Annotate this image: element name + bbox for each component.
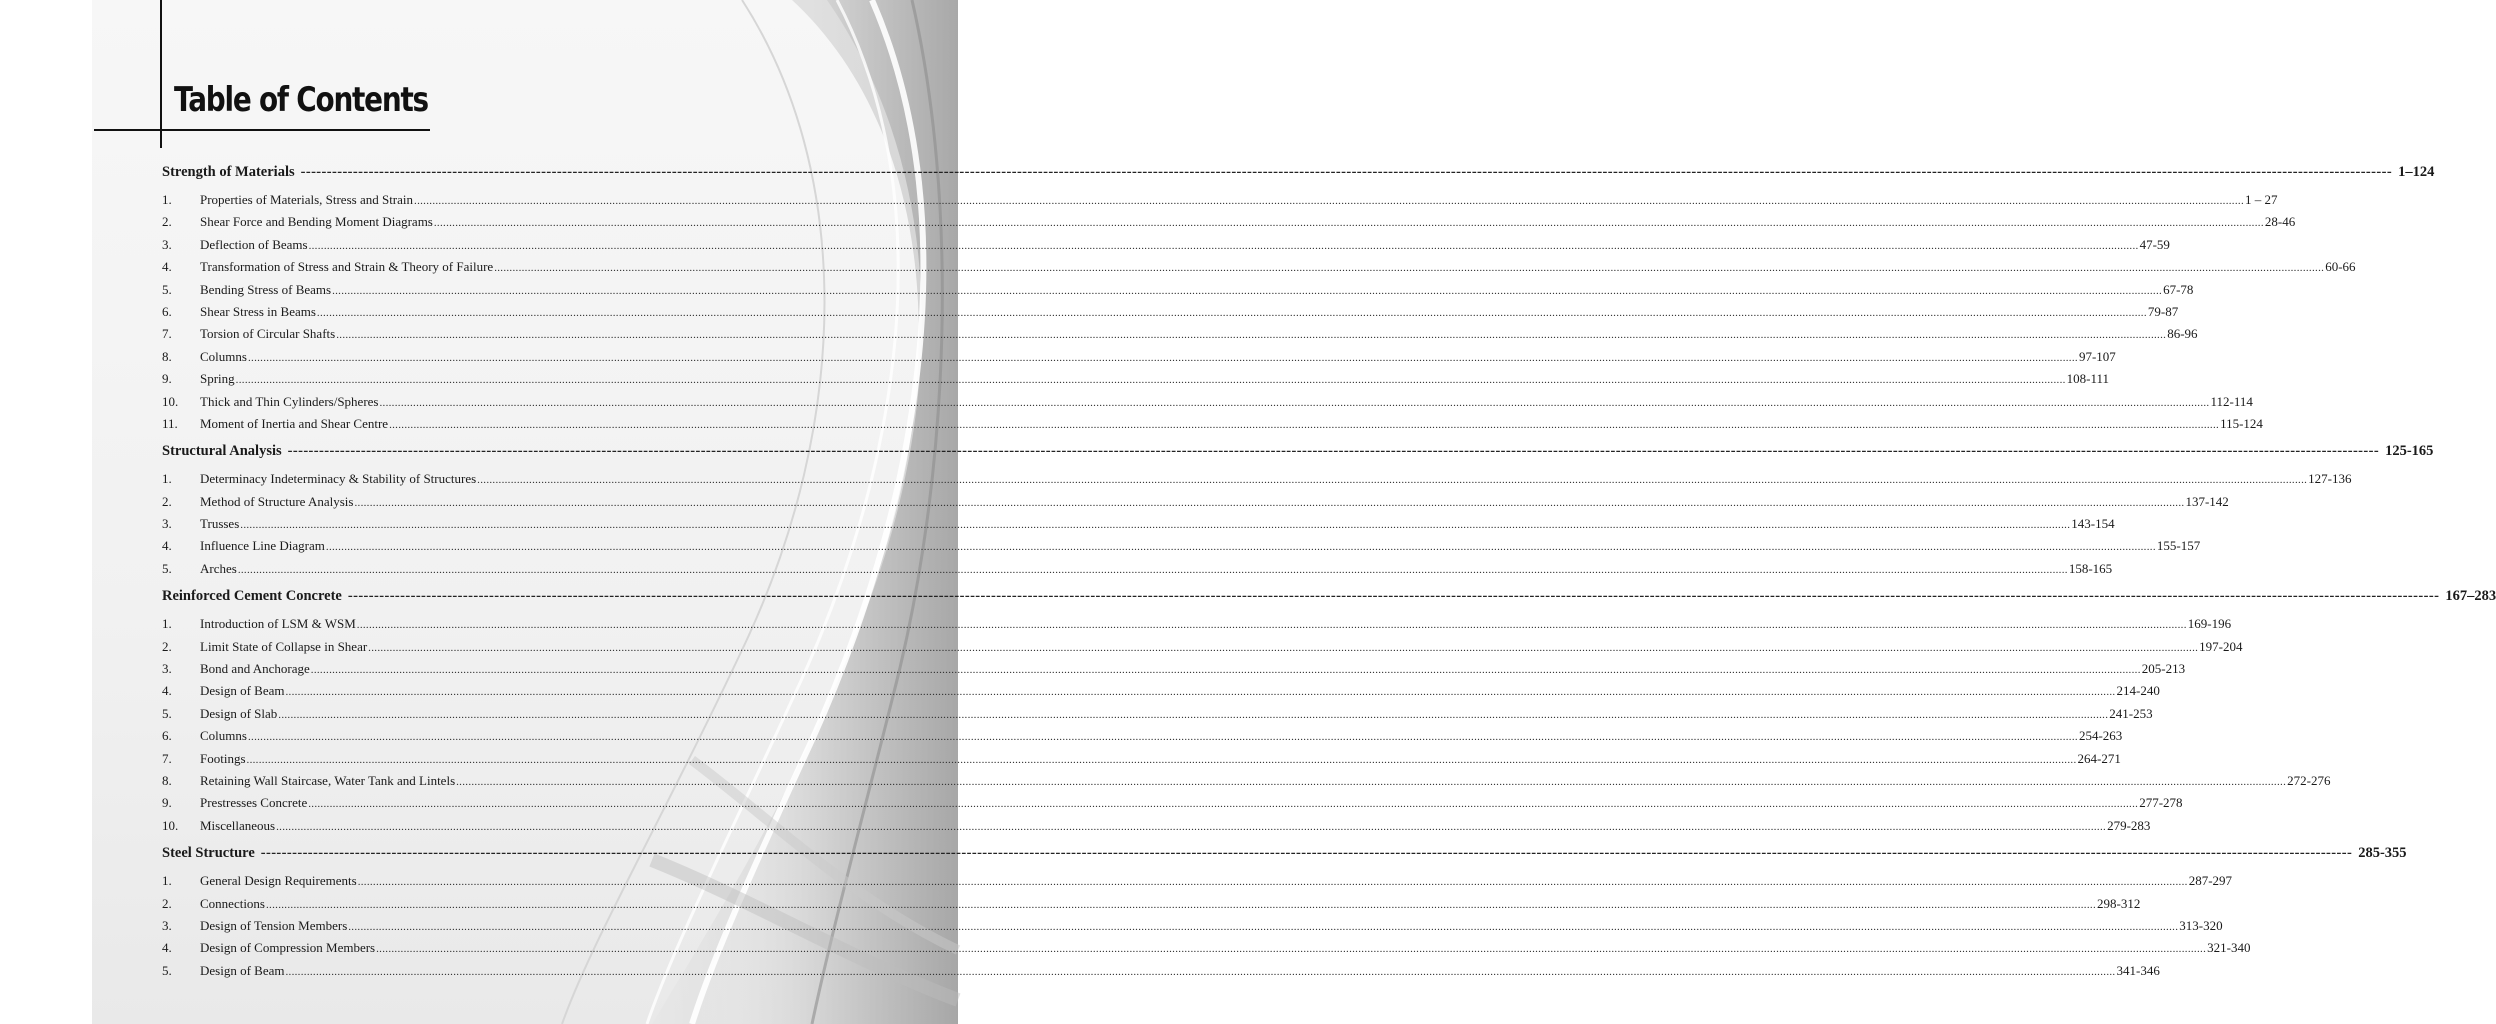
entry-pages: 254-263 — [2078, 728, 2123, 744]
section-page-range: 285-355 — [2358, 845, 2407, 862]
toc-entry[interactable] — [162, 256, 2356, 278]
dot-leader: ........................................................................................................................................................................................................................................................................................................................................................................................................................................................................................................................................................................................................................ — [237, 563, 2068, 576]
entry-number: 3. — [162, 236, 172, 252]
entry-number: 9. — [162, 371, 172, 387]
toc-entry[interactable] — [162, 535, 2201, 557]
entry-number: 1. — [162, 192, 172, 207]
entry-number: 2. — [162, 638, 172, 654]
entry-pages: 158-165 — [2068, 560, 2113, 576]
toc-entry[interactable] — [162, 703, 2153, 725]
toc-section — [162, 841, 2407, 982]
entry-pages: 197-204 — [2199, 638, 2243, 654]
dot-leader: ........................................................................................................................................................................................................................................................................................................................................................................................................................................................................................................................................................................................................................ — [414, 195, 2245, 207]
entry-number: 2. — [162, 214, 172, 230]
entry-number: 10. — [162, 393, 179, 409]
dot-leader: ........................................................................................................................................................................................................................................................................................................................................................................................................................................................................................................................................................................................................................ — [354, 496, 2185, 509]
entry-title: Design of Tension Members — [200, 917, 348, 933]
entry-title: Method of Structure Analysis — [200, 493, 354, 509]
entry-pages: 86-96 — [2167, 326, 2198, 342]
dash-leader: ---------------------------------------------------------------------------------------------------------------------------------------------------------------------------------------------------------------------------------------------------------------------------------------------------------------------------------------------------------------------------------------------------------------- — [260, 845, 2353, 862]
dot-leader: ........................................................................................................................................................................................................................................................................................................................................................................................................................................................................................................................................................................................................................ — [379, 396, 2210, 409]
toc-entry[interactable] — [162, 558, 2113, 580]
entry-pages: 155-157 — [2156, 538, 2201, 554]
dash-leader: ---------------------------------------------------------------------------------------------------------------------------------------------------------------------------------------------------------------------------------------------------------------------------------------------------------------------------------------------------------------------------------------------------------------- — [347, 588, 2440, 605]
entry-pages: 241-253 — [2109, 705, 2153, 721]
dot-leader: ........................................................................................................................................................................................................................................................................................................................................................................................................................................................................................................................................................................................................................ — [278, 708, 2109, 721]
section-title: Reinforced Cement Concrete — [162, 588, 342, 605]
dot-leader: ........................................................................................................................................................................................................................................................................................................................................................................................................................................................................................................................................................................................................................ — [266, 898, 2096, 911]
toc-entry[interactable] — [162, 915, 2223, 937]
section-page-range: 1–124 — [2398, 164, 2435, 180]
dot-leader: ........................................................................................................................................................................................................................................................................................................................................................................................................................................................................................................................................................................................................................ — [240, 519, 2071, 532]
entry-pages: 214-240 — [2116, 683, 2160, 699]
toc-entry[interactable] — [162, 613, 2232, 635]
entry-pages: 79-87 — [2147, 303, 2179, 319]
entry-title: Torsion of Circular Shafts — [200, 326, 336, 342]
entry-number: 3. — [162, 917, 172, 933]
toc-entry[interactable] — [162, 301, 2179, 323]
entry-title: Miscellaneous — [200, 817, 276, 833]
entry-title: Moment of Inertia and Shear Centre — [200, 415, 389, 431]
toc-section — [162, 160, 2435, 435]
entry-number: 7. — [162, 326, 172, 342]
entry-pages: 67-78 — [2163, 281, 2194, 297]
section-heading[interactable] — [162, 160, 2435, 184]
entry-title: Limit State of Collapse in Shear — [200, 638, 368, 654]
dot-leader: ........................................................................................................................................................................................................................................................................................................................................................................................................................................................................................................................................................................................................................ — [325, 541, 2156, 554]
entry-pages: 169-196 — [2187, 616, 2232, 632]
entry-title: Design of Compression Members — [200, 940, 376, 956]
dot-leader: ........................................................................................................................................................................................................................................................................................................................................................................................................................................................................................................................................................................................................................ — [308, 239, 2139, 252]
section-heading[interactable] — [162, 584, 2496, 608]
entry-number: 8. — [162, 772, 172, 788]
entry-title: General Design Requirements — [200, 873, 357, 889]
toc-entry[interactable] — [162, 211, 2296, 233]
dot-leader: ........................................................................................................................................................................................................................................................................................................................................................................................................................................................................................................................................................................................................................ — [316, 306, 2147, 319]
entry-number: 4. — [162, 940, 172, 956]
entry-title: Influence Line Diagram — [200, 538, 325, 554]
toc-entry[interactable] — [162, 468, 2352, 490]
entry-pages: 321-340 — [2207, 940, 2251, 956]
toc-entry[interactable] — [162, 413, 2263, 435]
entry-title: Columns — [200, 728, 247, 744]
dot-leader: ........................................................................................................................................................................................................................................................................................................................................................................................................................................................................................................................................................................................................................ — [456, 775, 2287, 788]
entry-pages: 205-213 — [2141, 661, 2186, 677]
entry-number: 2. — [162, 493, 172, 509]
toc-entry[interactable] — [162, 680, 2160, 702]
entry-number: 6. — [162, 728, 172, 744]
entry-number: 5. — [162, 281, 172, 297]
toc-entry[interactable] — [162, 658, 2186, 680]
section-title: Strength of Materials — [162, 164, 295, 180]
entry-number: 1. — [162, 616, 172, 632]
toc-entry[interactable] — [162, 189, 2278, 211]
toc-entry[interactable] — [162, 893, 2141, 915]
dot-leader: ........................................................................................................................................................................................................................................................................................................................................................................................................................................................................................................................................................................................................................ — [276, 820, 2107, 833]
entry-pages: 272-276 — [2287, 772, 2331, 788]
entry-pages: 115-124 — [2220, 415, 2263, 431]
entry-title: Design of Beam — [200, 683, 285, 699]
section-heading[interactable] — [162, 841, 2407, 865]
entry-pages: 108-111 — [2066, 371, 2110, 387]
toc-entry[interactable] — [162, 792, 2183, 814]
entry-title: Trusses — [200, 516, 240, 532]
dot-leader: ........................................................................................................................................................................................................................................................................................................................................................................................................................................................................................................................................................................................................................ — [235, 374, 2066, 387]
entry-title: Bond and Anchorage — [200, 661, 310, 677]
toc-entry[interactable] — [162, 770, 2331, 792]
section-page-range: 167–283 — [2445, 588, 2496, 605]
entry-pages: 277-278 — [2139, 795, 2183, 811]
dot-leader: ........................................................................................................................................................................................................................................................................................................................................................................................................................................................................................................................................................................................................................ — [376, 943, 2207, 956]
entry-title: Spring — [200, 371, 235, 387]
section-heading[interactable] — [162, 439, 2434, 463]
dot-leader: ........................................................................................................................................................................................................................................................................................................................................................................................................................................................................................................................................................................................................................ — [246, 753, 2077, 766]
toc-entry[interactable] — [162, 937, 2251, 959]
dot-leader: ........................................................................................................................................................................................................................................................................................................................................................................................................................................................................................................................................................................................................................ — [247, 731, 2078, 744]
section-title: Steel Structure — [162, 845, 255, 862]
entry-pages: 60-66 — [2325, 259, 2356, 275]
entry-number: 1. — [162, 873, 172, 889]
toc-entry[interactable] — [162, 815, 2151, 837]
toc-entry[interactable] — [162, 391, 2253, 413]
header-vertical-rule — [160, 0, 162, 148]
dot-leader: ........................................................................................................................................................................................................................................................................................................................................................................................................................................................................................................................................................................................................................ — [285, 965, 2116, 978]
entry-title: Shear Force and Bending Moment Diagrams — [200, 214, 433, 230]
entry-title: Footings — [200, 750, 246, 766]
dot-leader: ........................................................................................................................................................................................................................................................................................................................................................................................................................................................................................................................................................................................................................ — [356, 619, 2187, 632]
toc-entry[interactable] — [162, 748, 2121, 770]
section-page-range: 125-165 — [2385, 443, 2434, 460]
dot-leader: ........................................................................................................................................................................................................................................................................................................................................................................................................................................................................................................................................................................................................................ — [348, 920, 2179, 933]
entry-title: Design of Slab — [200, 705, 278, 721]
entry-pages: 47-59 — [2139, 236, 2170, 252]
entry-pages: 137-142 — [2185, 493, 2229, 509]
entry-number: 5. — [162, 560, 172, 576]
dot-leader: ........................................................................................................................................................................................................................................................................................................................................................................................................................................................................................................................................................................................................................ — [357, 876, 2188, 889]
toc-entry[interactable] — [162, 368, 2110, 390]
entry-title: Arches — [200, 560, 237, 576]
toc-entry[interactable] — [162, 346, 2116, 368]
toc-entry[interactable] — [162, 234, 2170, 256]
entry-number: 4. — [162, 683, 172, 699]
entry-pages: 97-107 — [2078, 348, 2116, 364]
toc-entry[interactable] — [162, 323, 2198, 345]
entry-pages: 298-312 — [2097, 895, 2141, 911]
entry-pages: 127-136 — [2308, 471, 2352, 487]
dot-leader: ........................................................................................................................................................................................................................................................................................................................................................................................................................................................................................................................................................................................................................ — [336, 329, 2167, 342]
section-title: Structural Analysis — [162, 443, 282, 460]
entry-number: 6. — [162, 303, 172, 319]
entry-number: 2. — [162, 895, 172, 911]
entry-number: 4. — [162, 259, 172, 275]
toc-entry[interactable] — [162, 960, 2160, 982]
entry-title: Connections — [200, 895, 265, 911]
entry-pages: 28-46 — [2264, 214, 2296, 230]
dot-leader: ........................................................................................................................................................................................................................................................................................................................................................................................................................................................................................................................................................................................................................ — [308, 798, 2139, 811]
entry-pages: 1 – 27 — [2245, 192, 2278, 207]
dot-leader: ........................................................................................................................................................................................................................................................................................................................................................................................................................................................................................................................................................................................................................ — [494, 262, 2325, 275]
toc-entry[interactable] — [162, 725, 2123, 747]
entry-number: 4. — [162, 538, 172, 554]
entry-number: 5. — [162, 705, 172, 721]
toc-section — [162, 584, 2496, 837]
toc-section — [162, 439, 2434, 580]
entry-pages: 112-114 — [2210, 393, 2253, 409]
dot-leader: ........................................................................................................................................................................................................................................................................................................................................................................................................................................................................................................................................................................................................................ — [285, 686, 2116, 699]
entry-number: 8. — [162, 348, 172, 364]
toc-entry[interactable] — [162, 491, 2229, 513]
dot-leader: ........................................................................................................................................................................................................................................................................................................................................................................................................................................................................................................................................................................................................................ — [389, 418, 2220, 431]
header-horizontal-rule — [94, 129, 430, 131]
entry-title: Determinacy Indeterminacy & Stability of Structures — [200, 471, 477, 487]
entry-number: 7. — [162, 750, 172, 766]
toc-entry[interactable] — [162, 870, 2233, 892]
dot-leader: ........................................................................................................................................................................................................................................................................................................................................................................................................................................................................................................................................................................................................................ — [310, 664, 2141, 677]
entry-pages: 143-154 — [2071, 516, 2115, 532]
entry-number: 1. — [162, 471, 172, 487]
page-title: Table of Contents — [174, 80, 428, 120]
dot-leader: ........................................................................................................................................................................................................................................................................................................................................................................................................................................................................................................................................................................................................................ — [368, 641, 2199, 654]
dot-leader: ........................................................................................................................................................................................................................................................................................................................................................................................................................................................................................................................................................................................................................ — [477, 474, 2308, 487]
dot-leader: ........................................................................................................................................................................................................................................................................................................................................................................................................................................................................................................................................................................................................................ — [247, 351, 2078, 364]
toc-entry[interactable] — [162, 636, 2243, 658]
entry-title: Design of Beam — [200, 962, 285, 978]
dot-leader: ........................................................................................................................................................................................................................................................................................................................................................................................................................................................................................................................................................................................................................ — [332, 284, 2163, 297]
entry-pages: 287-297 — [2188, 873, 2233, 889]
entry-number: 11. — [162, 415, 178, 431]
entry-title: Retaining Wall Staircase, Water Tank and Lintels — [200, 772, 456, 788]
entry-number: 5. — [162, 962, 172, 978]
entry-number: 9. — [162, 795, 172, 811]
entry-title: Shear Stress in Beams — [200, 303, 316, 319]
entry-title: Deflection of Beams — [200, 236, 308, 252]
entry-pages: 279-283 — [2107, 817, 2151, 833]
toc-entry[interactable] — [162, 513, 2115, 535]
entry-number: 3. — [162, 516, 172, 532]
entry-title: Properties of Materials, Stress and Strain — [200, 192, 414, 207]
dot-leader: ........................................................................................................................................................................................................................................................................................................................................................................................................................................................................................................................................................................................................................ — [433, 217, 2264, 230]
entry-pages: 313-320 — [2179, 917, 2223, 933]
dash-leader: ---------------------------------------------------------------------------------------------------------------------------------------------------------------------------------------------------------------------------------------------------------------------------------------------------------------------------------------------------------------------------------------------------------------- — [287, 443, 2380, 460]
entry-title: Columns — [200, 348, 247, 364]
entry-pages: 341-346 — [2116, 962, 2160, 978]
toc-entry[interactable] — [162, 279, 2194, 301]
entry-number: 3. — [162, 661, 172, 677]
table-of-contents — [162, 160, 2496, 986]
entry-pages: 264-271 — [2077, 750, 2121, 766]
entry-title: Thick and Thin Cylinders/Spheres — [200, 393, 379, 409]
entry-title: Bending Stress of Beams — [200, 281, 332, 297]
entry-title: Introduction of LSM & WSM — [200, 616, 356, 632]
entry-number: 10. — [162, 817, 179, 833]
entry-title: Prestresses Concrete — [200, 795, 308, 811]
dash-leader: ---------------------------------------------------------------------------------------------------------------------------------------------------------------------------------------------------------------------------------------------------------------------------------------------------------------------------------------------------------------------------------------------------------------- — [300, 164, 2393, 180]
entry-title: Transformation of Stress and Strain & Theory of Failure — [200, 259, 494, 275]
